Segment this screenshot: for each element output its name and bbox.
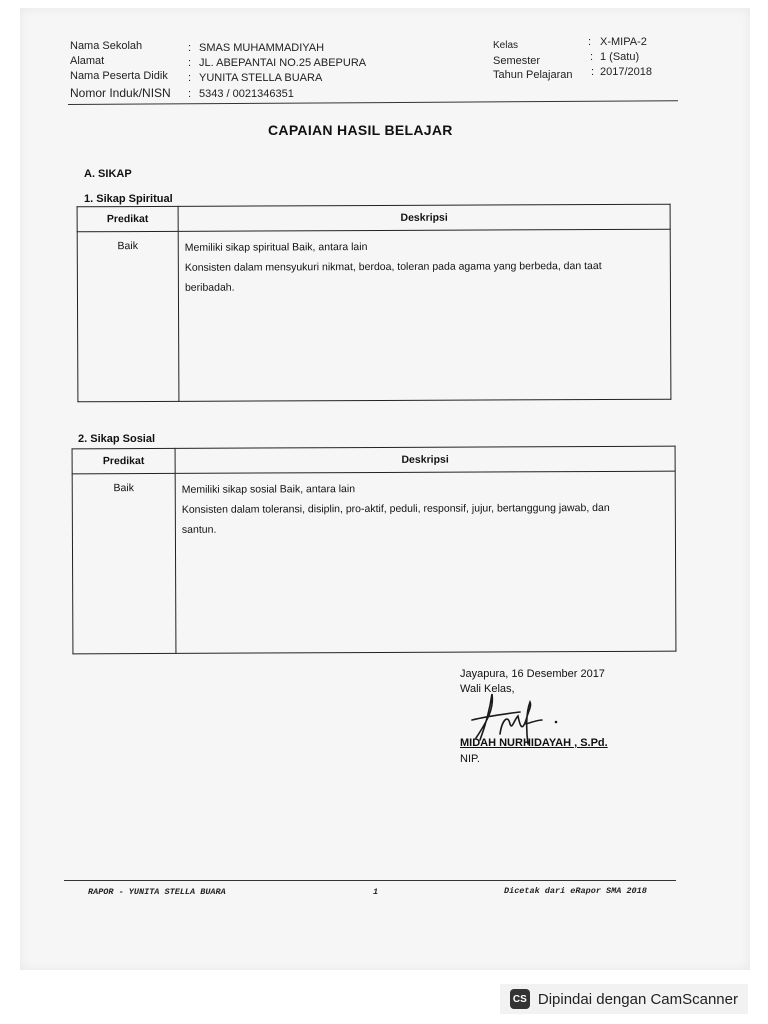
place-date: Jayapura, 16 Desember 2017 [460, 668, 605, 680]
colon: : [188, 88, 192, 100]
value-nisn: 5343 / 0021346351 [199, 88, 294, 100]
label-kelas: Kelas [493, 40, 519, 51]
sosial-desc-line-1: Memiliki sikap sosial Baik, antara lain [181, 483, 356, 496]
sosial-heading: 2. Sikap Sosial [78, 433, 156, 445]
section-a-heading: A. SIKAP [84, 168, 132, 180]
col-predikat: Predikat [72, 448, 175, 473]
value-tahun-pelajaran: 2017/2018 [600, 66, 652, 78]
spiritual-deskripsi-cell [178, 229, 671, 401]
signer-nip: NIP. [460, 753, 480, 765]
signer-name: MIDAH NURHIDAYAH , S.Pd. [460, 737, 608, 749]
sosial-deskripsi-cell [175, 471, 676, 653]
table-row [77, 229, 671, 402]
sosial-table [72, 446, 677, 655]
footer-right: Dicetak dari eRapor SMA 2018 [504, 886, 647, 896]
spiritual-predikat: Baik [77, 231, 179, 401]
col-deskripsi: Deskripsi [175, 446, 675, 473]
table-header-row [77, 204, 670, 232]
footer-divider [64, 880, 676, 881]
table-row [72, 471, 676, 654]
value-nama-sekolah: SMAS MUHAMMADIYAH [199, 42, 325, 54]
col-predikat: Predikat [77, 206, 178, 231]
camscanner-text: Dipindai dengan CamScanner [537, 990, 738, 1008]
page-title: CAPAIAN HASIL BELAJAR [268, 122, 453, 138]
spiritual-desc-line-2: Konsisten dalam mensyukuri nikmat, berdoa, toleran pada agama yang berbeda, dan taat [184, 260, 602, 274]
value-nama-peserta: YUNITA STELLA BUARA [199, 72, 323, 84]
colon: : [588, 36, 592, 48]
value-semester: 1 (Satu) [600, 51, 640, 63]
colon: : [188, 42, 192, 54]
label-semester: Semester [493, 55, 541, 67]
label-nisn: Nomor Induk/NISN [70, 86, 171, 100]
value-kelas: X-MIPA-2 [600, 36, 647, 48]
colon: : [188, 72, 192, 84]
camscanner-logo-icon: CS [510, 989, 530, 1009]
spiritual-table [77, 204, 672, 403]
sosial-predikat: Baik [72, 473, 176, 653]
table-header-row [72, 446, 675, 474]
signer-role: Wali Kelas, [460, 683, 515, 695]
spiritual-heading: 1. Sikap Spiritual [84, 193, 173, 205]
colon: : [590, 51, 594, 63]
label-tahun-pelajaran: Tahun Pelajaran [493, 69, 573, 81]
label-nama-peserta: Nama Peserta Didik [70, 70, 168, 82]
spiritual-desc-line-1: Memiliki sikap spiritual Baik, antara lain [184, 241, 368, 254]
label-nama-sekolah: Nama Sekolah [70, 40, 143, 52]
footer-page-number: 1 [373, 887, 379, 897]
col-deskripsi: Deskripsi [178, 204, 670, 231]
value-alamat: JL. ABEPANTAI NO.25 ABEPURA [199, 57, 367, 69]
colon: : [188, 57, 192, 69]
spiritual-desc-line-3: beribadah. [184, 281, 235, 294]
camscanner-watermark [500, 984, 748, 1014]
label-alamat: Alamat [70, 55, 105, 67]
sosial-desc-line-2: Konsisten dalam toleransi, disiplin, pro-aktif, peduli, responsif, jujur, bertanggung jawab, dan [181, 501, 610, 516]
footer-left: RAPOR - YUNITA STELLA BUARA [88, 887, 226, 897]
sosial-desc-line-3: santun. [181, 523, 217, 536]
colon: : [591, 66, 595, 78]
